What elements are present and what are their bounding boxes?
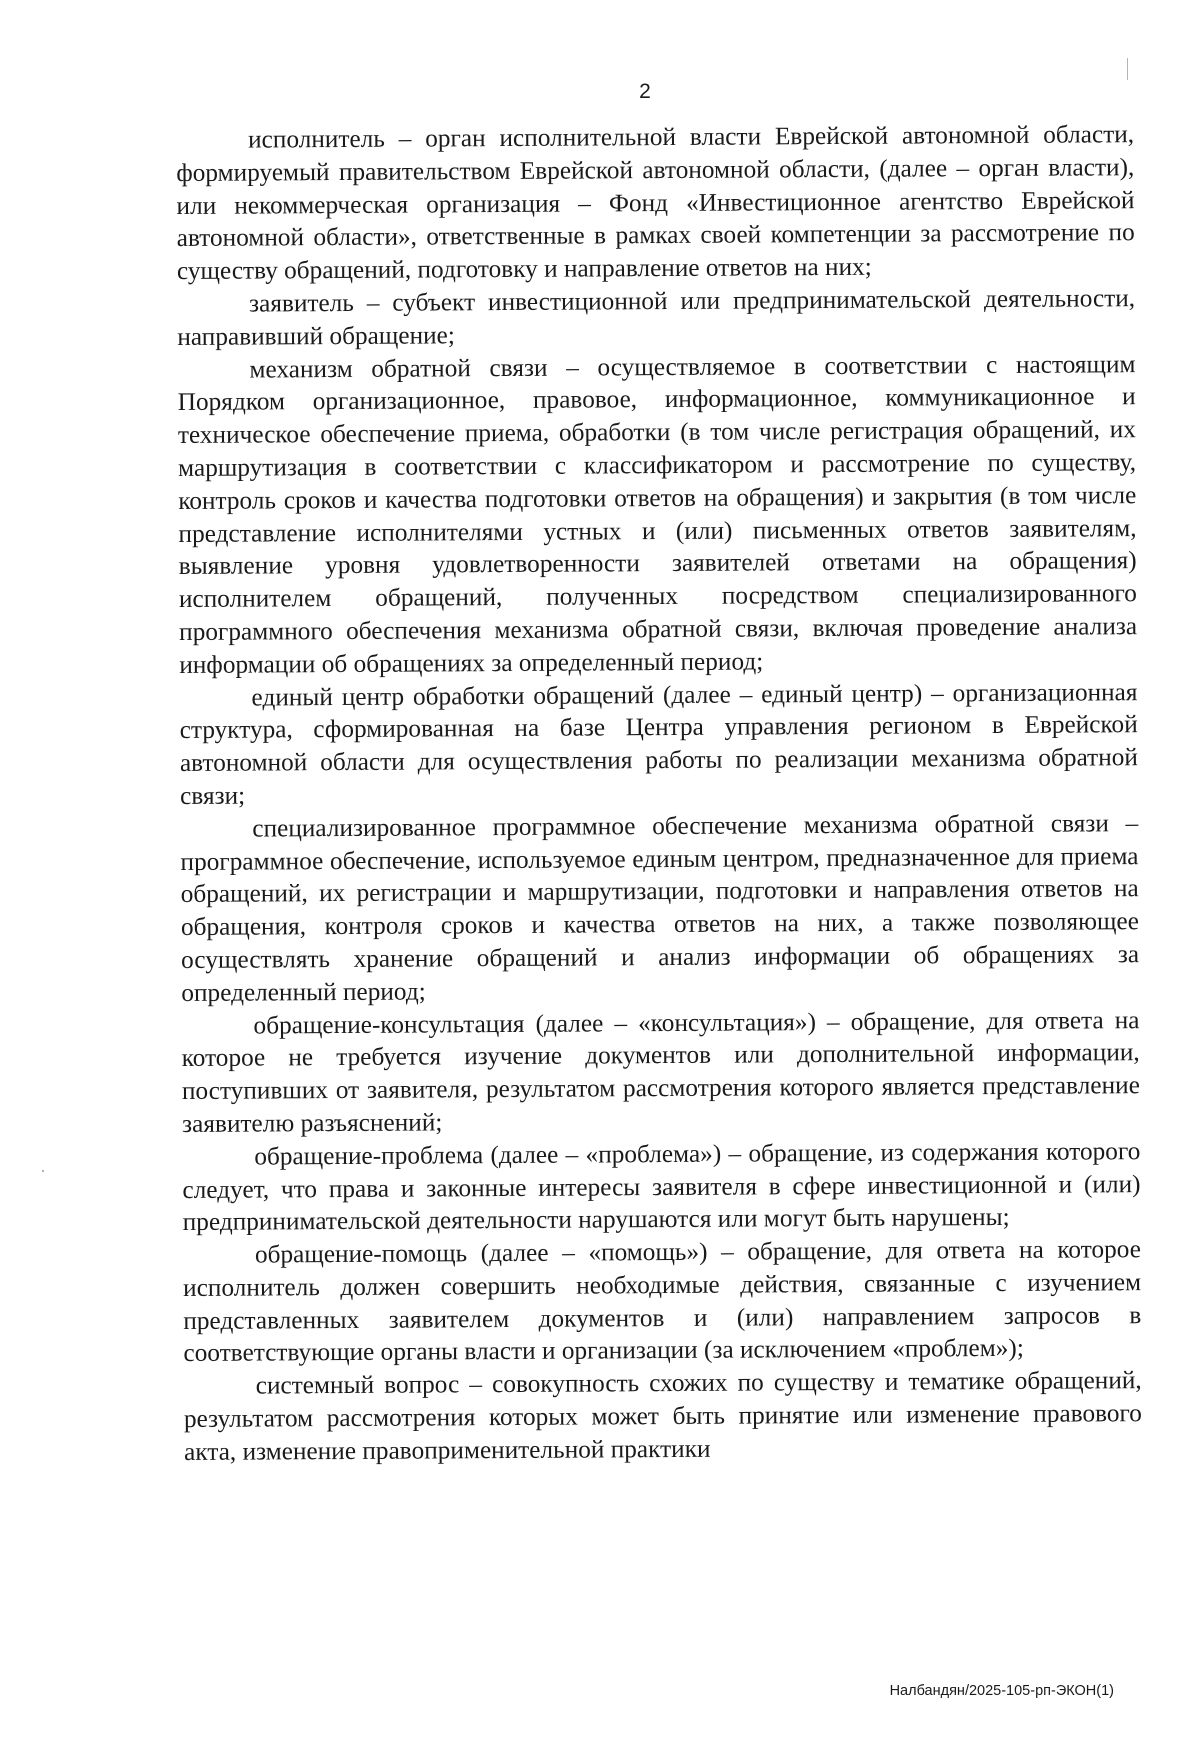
paragraph-konsultaciya: обращение-консультация (далее – «консультация») – обращение, для ответа на которое не требуется изучение документов или дополнительной информации, поступивших от заявителя, результатом рассмотрения которого является представление заявителю разъяснений; [181,1005,1140,1138]
paragraph-zayavitel: заявитель – субъект инвестиционной или предпринимательской деятельности, направивший обращение; [177,284,1136,351]
page-number: 2 [639,80,651,103]
paragraph-sistemnyi-vopros: системный вопрос – совокупность схожих по существу и тематике обращений, результатом рассмотрения которых может быть принятие или изменение правового акта, изменение правоприменительной практики [183,1366,1142,1466]
scan-artifact-line [1127,58,1128,80]
paragraph-pomosch: обращение-помощь (далее – «помощь») – обращение, для ответа на которое исполнитель должен совершить необходимые действия, связанные с изучением представленных заявителем документов и (или) направлением запросов в соответствующие органы власти и организации (за исключением «проблем»); [183,1235,1142,1368]
document-body [176,118,1142,1468]
paragraph-ispolnitel: исполнитель – орган исполнительной власти Еврейской автономной области, формируемый правительством Еврейской автономной области, (далее – орган власти), или некоммерческая организация – Фонд «Инвестиционное агентство Еврейской автономной области», ответственные в рамках своей компетенции за рассмотрение по существу обращений, подготовку и направление ответов на них; [176,120,1135,286]
scan-artifact-dot [42,1170,44,1172]
footer-document-code: Налбандян/2025-105-рп-ЭКОН(1) [889,1683,1114,1699]
paragraph-edinyi-centr: единый центр обработки обращений (далее – единый центр) – организационная структура, сформированная на базе Центра управления регионом в Еврейской автономной области для осуществления работы по реализации механизма обратной связи; [179,677,1138,810]
paragraph-problema: обращение-проблема (далее – «проблема») – обращение, из содержания которого следует, что права и законные интересы заявителя в сфере инвестиционной и (или) предпринимательской деятельности нарушаются или могут быть нарушены; [182,1136,1141,1237]
paragraph-mekhanizm: механизм обратной связи – осуществляемое в соответствии с настоящим Порядком организационное, правовое, информационное, коммуникационное и техническое обеспечение приема, обработки (в том числе регистрация обращений, их маршрутизация в соответствии с классификатором и рассмотрение по существу, контроль сроков и качества подготовки ответов на обращения) и закрытия (в том числе представление исполнителями устных и (или) письменных ответов заявителям, выявление уровня удовлетворенности заявителей ответами на обращения) исполнителем обращений, полученных посредством специализированного программного обеспечения механизма обратной связи, включая проведение анализа информации об обращениях за определенный период; [177,349,1138,679]
paragraph-programmnoe-obespechenie: специализированное программное обеспечение механизма обратной связи – программное обеспечение, используемое единым центром, предназначенное для приема обращений, их регистрации и маршрутизации, подготовки и направления ответов на обращения, контроля сроков и качества ответов на них, а также позволяющее осуществлять хранение обращений и анализ информации об обращениях за определенный период; [180,808,1140,1007]
